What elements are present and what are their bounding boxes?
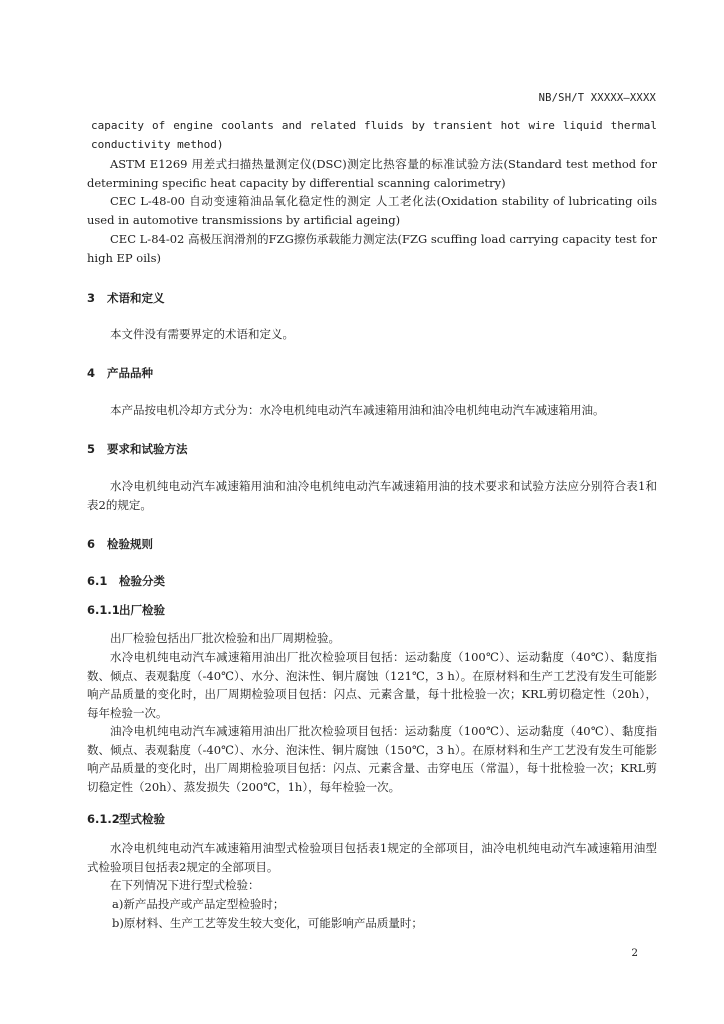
section-5-heading: 5 要求和试验方法: [87, 442, 188, 456]
section-6-1-2-para-2: 在下列情况下进行型式检验：: [110, 878, 260, 892]
section-6-1-1-para-1: 出厂检验包括出厂批次检验和出厂周期检验。: [110, 631, 340, 645]
reference-continuation: capacity of engine coolants and related fluids by transient hot wire liquid thermal conductivity method): [91, 119, 657, 151]
section-6-1-1-para-2: 水冷电机纯电动汽车减速箱用油出厂批次检验项目包括：运动黏度（100℃）、运动黏度（40℃）、黏度指数、倾点、表观黏度（-40℃）、水分、泡沫性、铜片腐蚀（121℃，3 h）。在原材料和生产工艺没有发生可能影响产品质量的变化时，出厂周期检验项目包括：闪点、元素含量，每十批检验一次；KRL剪切稳定性（20h），每年检验一次。: [87, 650, 657, 721]
standard-code-header: NB/SH/T XXXXX—XXXX: [538, 92, 656, 104]
section-6-1-2-para-1: 水冷电机纯电动汽车减速箱用油型式检验项目包括表1规定的全部项目，油冷电机纯电动汽车减速箱用油型式检验项目包括表2规定的全部项目。: [87, 841, 657, 874]
section-6-1-2-heading: 6.1.2型式检验: [87, 812, 165, 826]
section-6-1-1-heading: 6.1.1出厂检验: [87, 603, 165, 617]
reference-cec-l84: CEC L-84-02 高极压润滑剂的FZG擦伤承载能力测定法(FZG scuffing load carrying capacity test for high EP oils): [87, 232, 657, 265]
section-3-heading: 3 术语和定义: [87, 291, 165, 305]
section-6-heading: 6 检验规则: [87, 537, 153, 551]
section-4-body: 本产品按电机冷却方式分为：水冷电机纯电动汽车减速箱用油和油冷电机纯电动汽车减速箱用油。: [110, 403, 605, 417]
list-item-b: b)原材料、生产工艺等发生较大变化，可能影响产品质量时；: [112, 916, 423, 930]
page-number: 2: [631, 947, 638, 959]
section-4-heading: 4 产品品种: [87, 366, 153, 380]
section-5-body: 水冷电机纯电动汽车减速箱用油和油冷电机纯电动汽车减速箱用油的技术要求和试验方法应分别符合表1和表2的规定。: [87, 479, 657, 512]
section-6-1-heading: 6.1 检验分类: [87, 574, 165, 588]
list-item-a: a)新产品投产或产品定型检验时；: [112, 897, 285, 911]
section-3-body: 本文件没有需要界定的术语和定义。: [110, 327, 294, 341]
section-6-1-1-para-3: 油冷电机纯电动汽车减速箱用油出厂批次检验项目包括：运动黏度（100℃）、运动黏度（40℃）、黏度指数、倾点、表观黏度（-40℃）、水分、泡沫性、铜片腐蚀（150℃，3 h）。在原材料和生产工艺没有发生可能影响产品质量的变化时，出厂周期检验项目包括：闪点、元素含量、击穿电压（常温），每十批检验一次；KRL剪切稳定性（20h）、蒸发损失（200℃，1h），每年检验一次。: [87, 724, 657, 795]
reference-astm-e1269: ASTM E1269 用差式扫描热量测定仪(DSC)测定比热容量的标准试验方法(Standard test method for determining specific heat capacity by differential scanning calorimetry): [87, 157, 657, 190]
reference-cec-l48: CEC L-48-00 自动变速箱油品氧化稳定性的测定 人工老化法(Oxidation stability of lubricating oils used in automotive transmissions by artificial ageing): [87, 194, 657, 227]
